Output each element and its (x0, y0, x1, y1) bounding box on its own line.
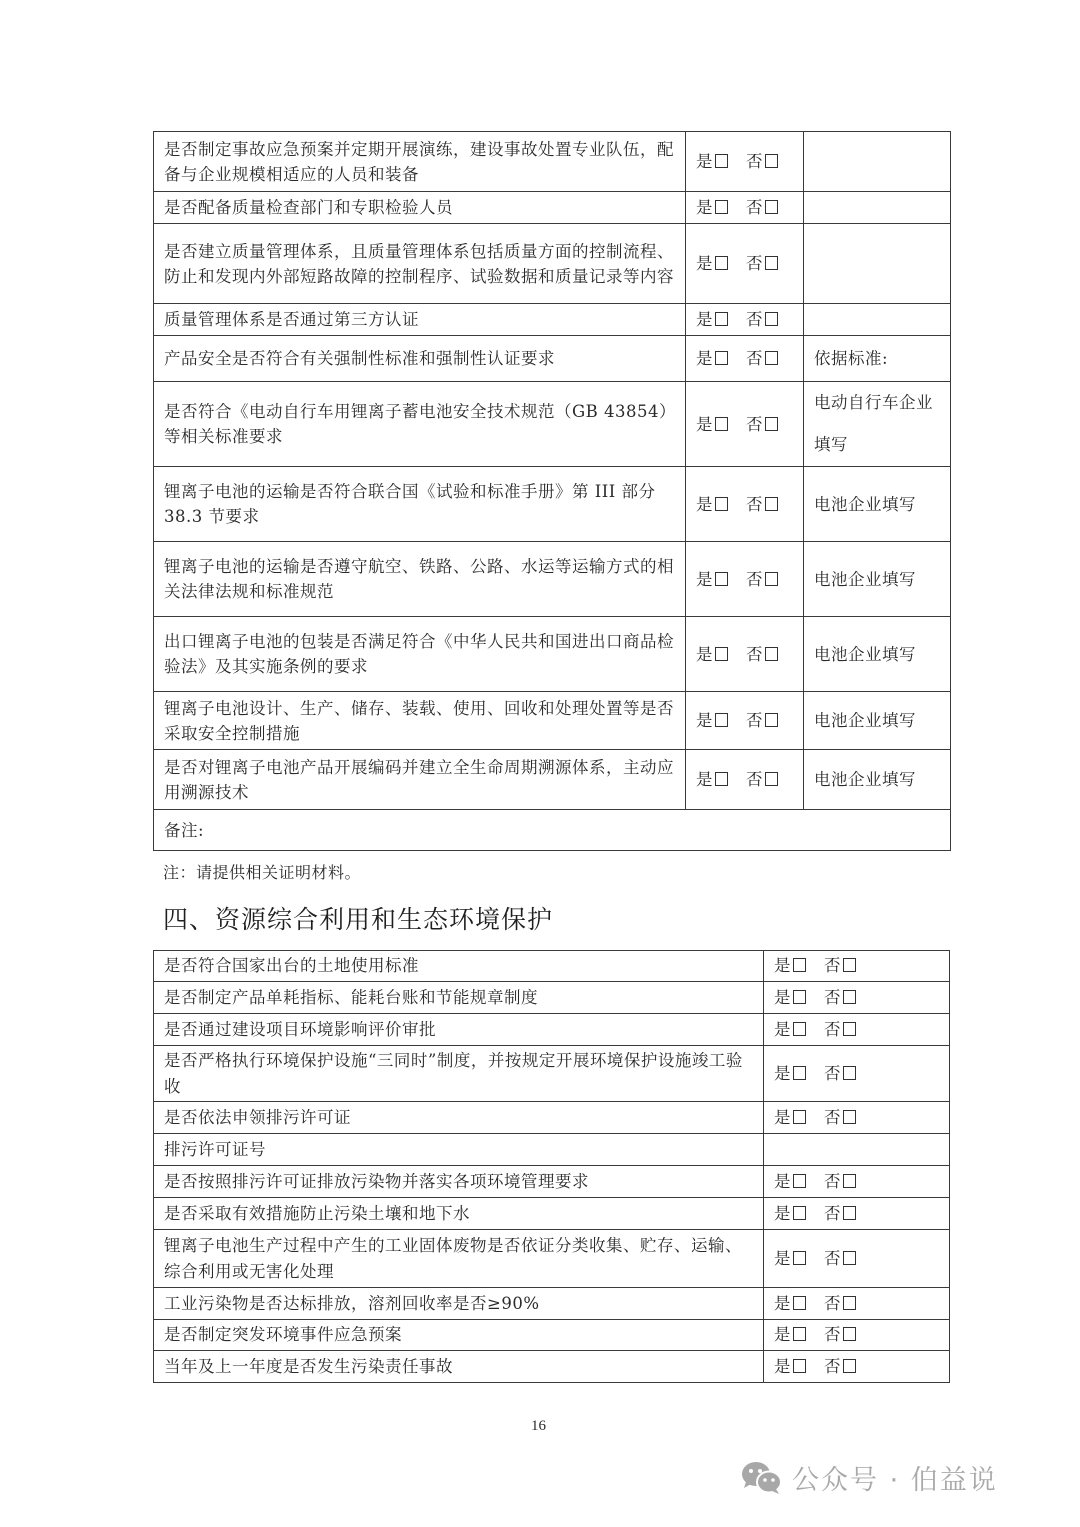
permit-number-field[interactable] (764, 1134, 950, 1166)
no-label: 否 (824, 1171, 841, 1191)
question-cell: 质量管理体系是否通过第三方认证 (154, 304, 686, 336)
remark-cell: 电池企业填写 (804, 542, 951, 617)
no-label: 否 (746, 644, 763, 664)
no-checkbox[interactable] (765, 312, 778, 326)
question-cell: 产品安全是否符合有关强制性标准和强制性认证要求 (154, 336, 686, 382)
yes-checkbox[interactable] (793, 958, 806, 972)
question-cell: 出口锂离子电池的包装是否满足符合《中华人民共和国进出口商品检验法》及其实施条例的要求 (154, 617, 686, 692)
section-title: 四、资源综合利用和生态环境保护 (163, 905, 554, 934)
table-row (154, 1320, 950, 1351)
table-row (154, 750, 951, 810)
environment-checklist-table (153, 950, 950, 1383)
yes-no-cell (686, 692, 804, 750)
no-label: 否 (746, 198, 763, 217)
yes-no-cell (764, 1014, 950, 1046)
question-cell: 排污许可证号 (154, 1134, 764, 1166)
no-label: 否 (746, 711, 763, 730)
table-row (154, 467, 951, 542)
no-label: 否 (824, 987, 841, 1007)
yes-checkbox[interactable] (793, 1359, 806, 1373)
table-row (154, 132, 951, 192)
table-row (154, 336, 951, 382)
question-cell: 是否对锂离子电池产品开展编码并建立全生命周期溯源体系，主动应用溯源技术 (154, 750, 686, 810)
table-row (154, 1230, 950, 1288)
page-number: 16 (531, 1418, 546, 1434)
safety-checklist-table (153, 131, 951, 851)
yes-checkbox[interactable] (793, 990, 806, 1004)
yes-checkbox[interactable] (715, 417, 728, 431)
yes-no-cell (764, 1230, 950, 1288)
remark-cell: 电池企业填写 (804, 467, 951, 542)
yes-label: 是 (696, 349, 713, 368)
no-checkbox[interactable] (843, 990, 856, 1004)
table-row (154, 692, 951, 750)
no-label: 否 (746, 254, 763, 273)
yes-label: 是 (774, 1107, 791, 1127)
remark-cell: 电池企业填写 (804, 750, 951, 810)
no-checkbox[interactable] (843, 1296, 856, 1310)
yes-label: 是 (774, 956, 791, 975)
wechat-icon (740, 1460, 784, 1496)
watermark-text: 公众号 · 伯益说 (792, 1465, 998, 1496)
no-checkbox[interactable] (765, 154, 778, 168)
no-checkbox[interactable] (765, 417, 778, 431)
yes-no-cell (686, 467, 804, 542)
question-cell: 是否依法申领排污许可证 (154, 1102, 764, 1134)
table-row (154, 1134, 950, 1166)
table-row (154, 1046, 950, 1102)
no-label: 否 (824, 1107, 841, 1127)
no-checkbox[interactable] (765, 256, 778, 270)
remark-cell (804, 304, 951, 336)
no-checkbox[interactable] (843, 1174, 856, 1188)
no-label: 否 (746, 349, 763, 368)
yes-label: 是 (696, 569, 713, 589)
yes-label: 是 (696, 152, 713, 171)
no-label: 否 (824, 1063, 841, 1083)
yes-checkbox[interactable] (793, 1022, 806, 1036)
table-row (154, 192, 951, 224)
yes-no-cell (686, 336, 804, 382)
remark-cell (804, 192, 951, 224)
no-label: 否 (824, 1325, 841, 1344)
yes-checkbox[interactable] (793, 1296, 806, 1310)
yes-no-cell (686, 224, 804, 304)
yes-checkbox[interactable] (793, 1066, 806, 1080)
yes-label: 是 (774, 987, 791, 1007)
yes-label: 是 (774, 1325, 791, 1344)
yes-label: 是 (696, 198, 713, 217)
question-cell: 是否建立质量管理体系，且质量管理体系包括质量方面的控制流程、防止和发现内外部短路故障的控制程序、试验数据和质量记录等内容 (154, 224, 686, 304)
yes-no-cell (764, 1046, 950, 1102)
yes-checkbox[interactable] (793, 1206, 806, 1220)
question-cell: 工业污染物是否达标排放，溶剂回收率是否≥90% (154, 1288, 764, 1320)
yes-no-cell (764, 982, 950, 1014)
question-cell: 是否通过建设项目环境影响评价审批 (154, 1014, 764, 1046)
yes-label: 是 (696, 494, 713, 514)
question-cell: 是否符合国家出台的土地使用标准 (154, 951, 764, 982)
no-checkbox[interactable] (765, 647, 778, 661)
no-label: 否 (824, 956, 841, 975)
table-row (154, 1288, 950, 1320)
yes-checkbox[interactable] (715, 647, 728, 661)
no-checkbox[interactable] (843, 1110, 856, 1124)
question-cell: 锂离子电池生产过程中产生的工业固体废物是否依证分类收集、贮存、运输、综合利用或无害化处理 (154, 1230, 764, 1288)
yes-checkbox[interactable] (715, 713, 728, 727)
no-checkbox[interactable] (765, 200, 778, 214)
question-cell: 是否配备质量检查部门和专职检验人员 (154, 192, 686, 224)
no-checkbox[interactable] (843, 1022, 856, 1036)
yes-no-cell (686, 617, 804, 692)
yes-no-cell (764, 1102, 950, 1134)
yes-label: 是 (774, 1248, 791, 1268)
yes-checkbox[interactable] (715, 312, 728, 326)
yes-checkbox[interactable] (793, 1110, 806, 1124)
yes-label: 是 (774, 1203, 791, 1223)
yes-label: 是 (774, 1171, 791, 1191)
no-label: 否 (824, 1019, 841, 1039)
no-checkbox[interactable] (843, 1251, 856, 1265)
question-cell: 是否制定突发环境事件应急预案 (154, 1320, 764, 1351)
no-label: 否 (824, 1293, 841, 1313)
no-checkbox[interactable] (843, 1359, 856, 1373)
no-label: 否 (824, 1203, 841, 1223)
yes-no-cell (686, 132, 804, 192)
yes-label: 是 (696, 310, 713, 329)
no-label: 否 (746, 770, 763, 789)
yes-checkbox[interactable] (715, 256, 728, 270)
no-label: 否 (824, 1248, 841, 1268)
table-row (154, 382, 951, 467)
yes-label: 是 (696, 770, 713, 789)
no-label: 否 (824, 1356, 841, 1376)
yes-no-cell (686, 542, 804, 617)
yes-no-cell (686, 304, 804, 336)
no-checkbox[interactable] (843, 1066, 856, 1080)
yes-label: 是 (774, 1356, 791, 1376)
no-checkbox[interactable] (843, 1206, 856, 1220)
question-cell: 锂离子电池设计、生产、储存、装载、使用、回收和处理处置等是否采取安全控制措施 (154, 692, 686, 750)
yes-checkbox[interactable] (715, 772, 728, 786)
yes-checkbox[interactable] (715, 200, 728, 214)
question-cell: 是否制定事故应急预案并定期开展演练，建设事故处置专业队伍，配备与企业规模相适应的人员和装备 (154, 132, 686, 192)
table-row (154, 617, 951, 692)
question-cell: 是否符合《电动自行车用锂离子蓄电池安全技术规范（GB 43854）等相关标准要求 (154, 382, 686, 467)
yes-label: 是 (696, 711, 713, 730)
yes-label: 是 (774, 1019, 791, 1039)
yes-no-cell (764, 1288, 950, 1320)
no-label: 否 (746, 414, 763, 434)
yes-no-cell (686, 382, 804, 467)
no-label: 否 (746, 494, 763, 514)
no-label: 否 (746, 310, 763, 329)
table-row (154, 304, 951, 336)
remark-cell (804, 224, 951, 304)
yes-checkbox[interactable] (793, 1251, 806, 1265)
remark-cell: 电池企业填写 (804, 692, 951, 750)
no-checkbox[interactable] (765, 772, 778, 786)
yes-checkbox[interactable] (715, 572, 728, 586)
question-cell: 锂离子电池的运输是否遵守航空、铁路、公路、水运等运输方式的相关法律法规和标准规范 (154, 542, 686, 617)
yes-checkbox[interactable] (715, 497, 728, 511)
table-row (154, 951, 950, 982)
remark-cell: 电动自行车企业填写 (804, 382, 951, 467)
question-cell: 是否严格执行环境保护设施“三同时”制度，并按规定开展环境保护设施竣工验收 (154, 1046, 764, 1102)
yes-no-cell (764, 1198, 950, 1230)
no-checkbox[interactable] (765, 572, 778, 586)
table-row (154, 542, 951, 617)
no-label: 否 (746, 569, 763, 589)
question-cell: 锂离子电池的运输是否符合联合国《试验和标准手册》第 III 部分 38.3 节要求 (154, 467, 686, 542)
remarks-field[interactable]: 备注: (154, 810, 951, 851)
question-cell: 是否按照排污许可证排放污染物并落实各项环境管理要求 (154, 1166, 764, 1198)
yes-label: 是 (696, 644, 713, 664)
no-label: 否 (746, 152, 763, 171)
remark-cell: 依据标准: (804, 336, 951, 382)
yes-label: 是 (774, 1063, 791, 1083)
yes-label: 是 (774, 1293, 791, 1313)
yes-no-cell (686, 192, 804, 224)
no-checkbox[interactable] (765, 351, 778, 365)
no-checkbox[interactable] (843, 1327, 856, 1341)
table-row (154, 224, 951, 304)
yes-no-cell (764, 1351, 950, 1383)
remarks-row (154, 810, 951, 851)
no-checkbox[interactable] (843, 958, 856, 972)
yes-checkbox[interactable] (715, 351, 728, 365)
footnote: 注：请提供相关证明材料。 (163, 863, 362, 882)
yes-checkbox[interactable] (715, 154, 728, 168)
yes-label: 是 (696, 414, 713, 434)
remark-cell: 电池企业填写 (804, 617, 951, 692)
yes-no-cell (764, 1320, 950, 1351)
table-row (154, 1014, 950, 1046)
yes-checkbox[interactable] (793, 1174, 806, 1188)
yes-label: 是 (696, 254, 713, 273)
no-checkbox[interactable] (765, 497, 778, 511)
yes-no-cell (686, 750, 804, 810)
no-checkbox[interactable] (765, 713, 778, 727)
yes-no-cell (764, 951, 950, 982)
table-row (154, 982, 950, 1014)
table-row (154, 1198, 950, 1230)
question-cell: 当年及上一年度是否发生污染责任事故 (154, 1351, 764, 1383)
yes-no-cell (764, 1166, 950, 1198)
table-row (154, 1351, 950, 1383)
yes-checkbox[interactable] (793, 1327, 806, 1341)
question-cell: 是否制定产品单耗指标、能耗台账和节能规章制度 (154, 982, 764, 1014)
remark-cell (804, 132, 951, 192)
question-cell: 是否采取有效措施防止污染土壤和地下水 (154, 1198, 764, 1230)
table-row (154, 1102, 950, 1134)
table-row (154, 1166, 950, 1198)
watermark (740, 1458, 998, 1497)
